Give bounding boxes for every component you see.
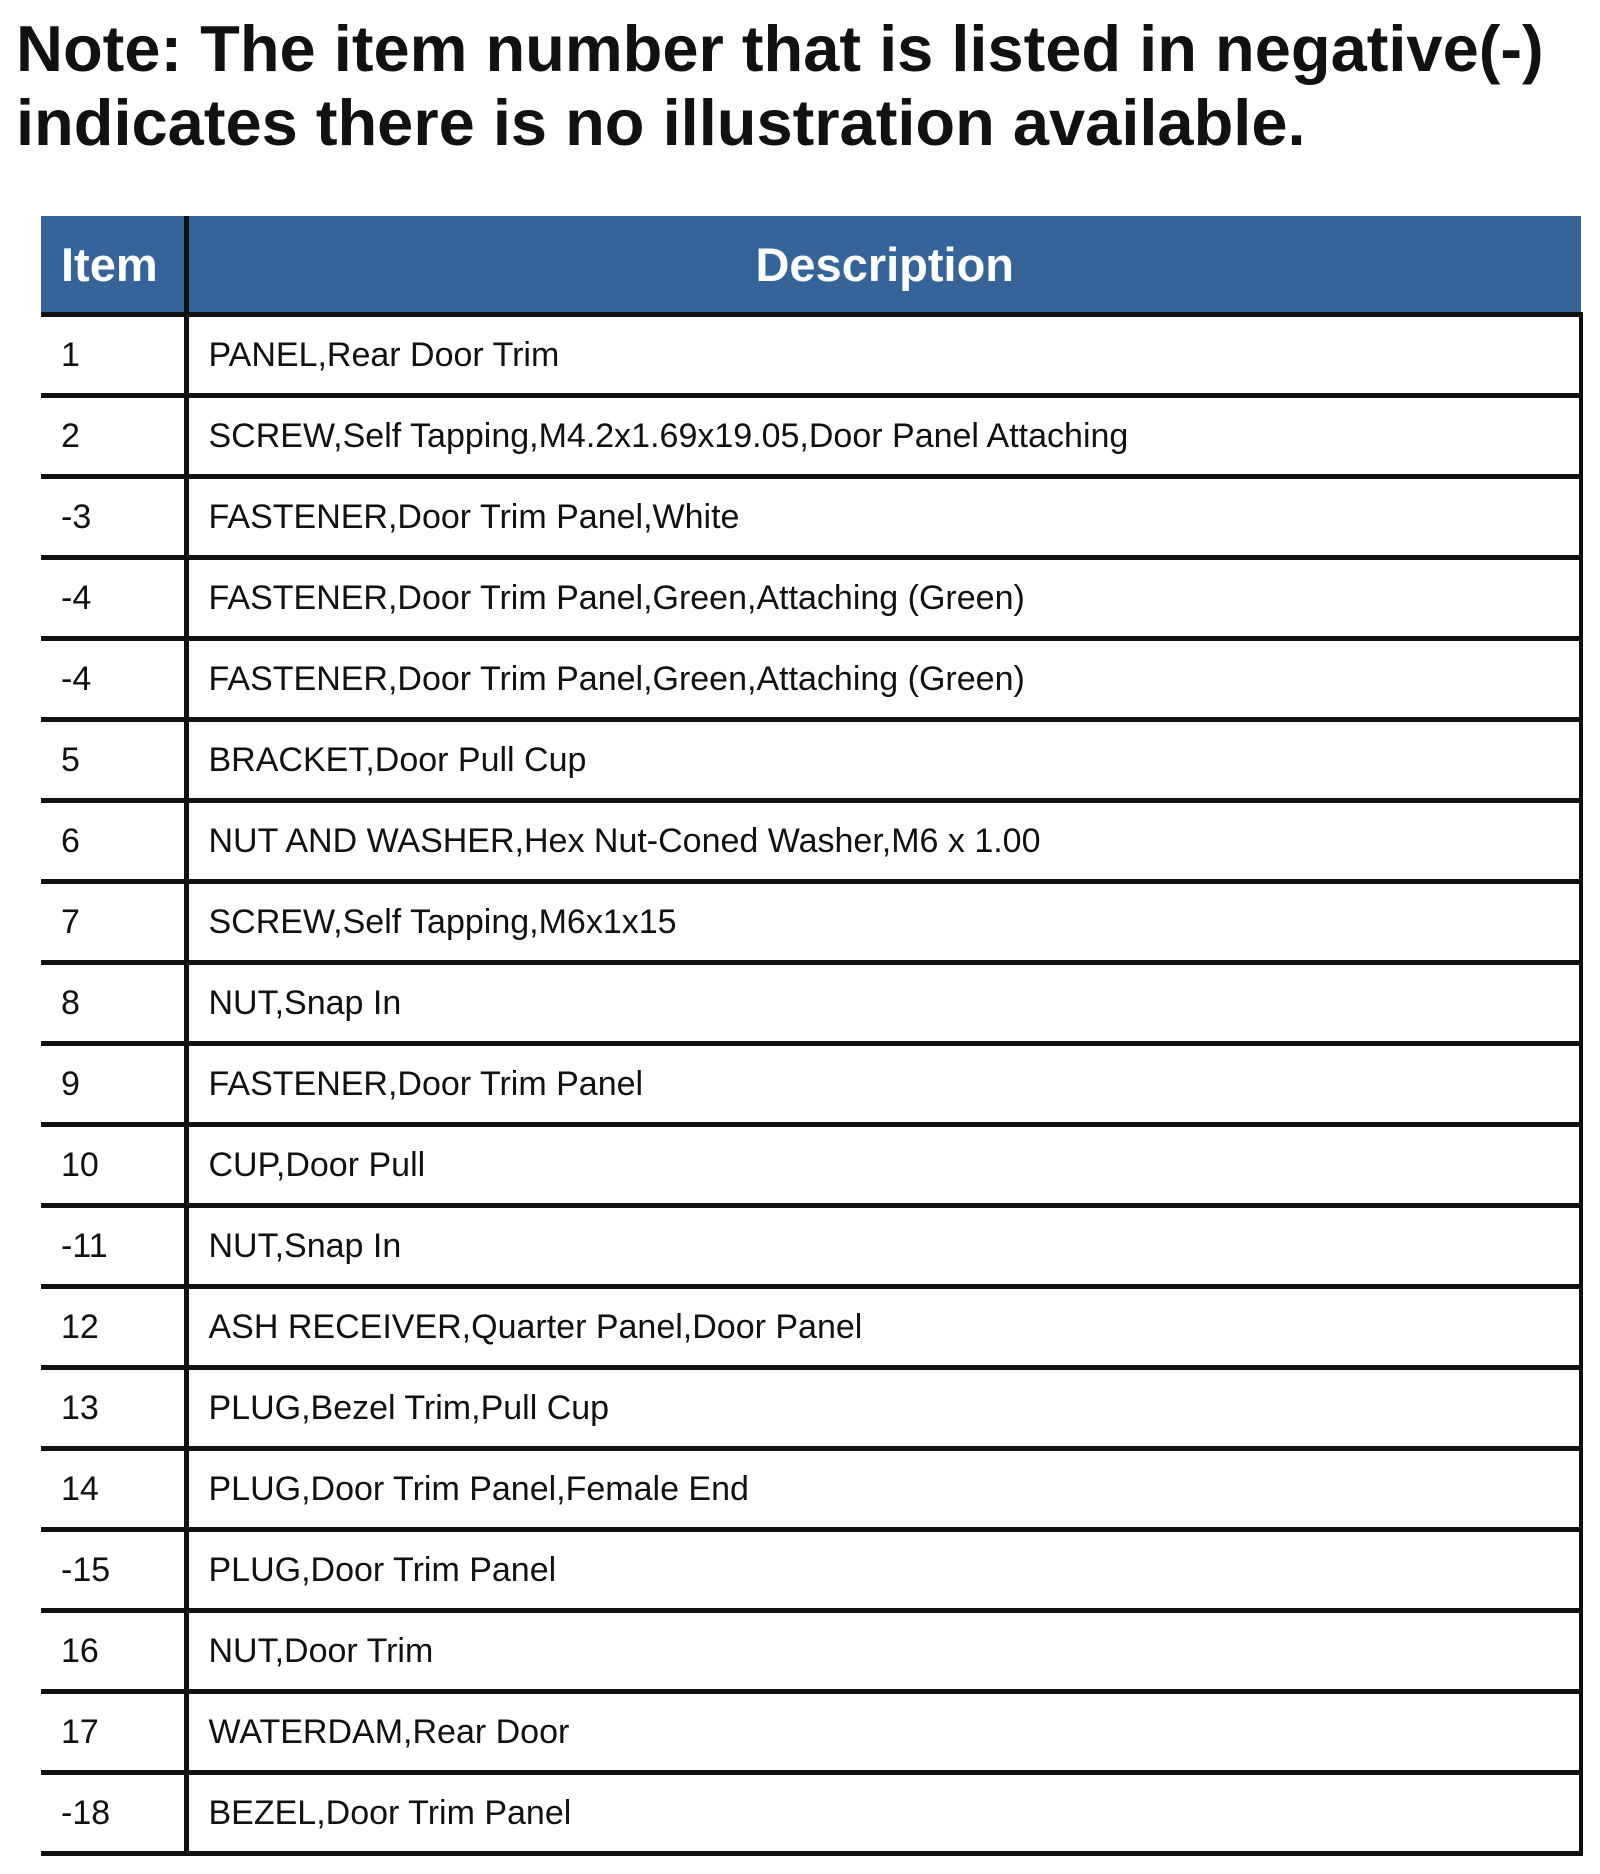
header-row bbox=[41, 216, 1581, 315]
table-row bbox=[41, 1530, 1581, 1611]
item-description: BEZEL,Door Trim Panel bbox=[186, 1773, 1581, 1854]
item-description: SCREW,Self Tapping,M4.2x1.69x19.05,Door Panel Attaching bbox=[186, 396, 1581, 477]
item-number: -4 bbox=[41, 639, 186, 720]
table-row bbox=[41, 1368, 1581, 1449]
item-number: 7 bbox=[41, 882, 186, 963]
table-row bbox=[41, 720, 1581, 801]
item-number: -3 bbox=[41, 477, 186, 558]
item-number: 16 bbox=[41, 1611, 186, 1692]
column-header-item: Item bbox=[41, 216, 186, 315]
table-row bbox=[41, 882, 1581, 963]
table-row bbox=[41, 1692, 1581, 1773]
item-description: WATERDAM,Rear Door bbox=[186, 1692, 1581, 1773]
table-row bbox=[41, 1125, 1581, 1206]
item-number: 2 bbox=[41, 396, 186, 477]
item-number: -18 bbox=[41, 1773, 186, 1854]
item-description: NUT,Snap In bbox=[186, 963, 1581, 1044]
item-description: FASTENER,Door Trim Panel,Green,Attaching (Green) bbox=[186, 558, 1581, 639]
table-row bbox=[41, 963, 1581, 1044]
table-row bbox=[41, 315, 1581, 396]
item-description: PLUG,Door Trim Panel,Female End bbox=[186, 1449, 1581, 1530]
table-row bbox=[41, 396, 1581, 477]
item-number: 12 bbox=[41, 1287, 186, 1368]
item-description: NUT,Snap In bbox=[186, 1206, 1581, 1287]
item-number: -15 bbox=[41, 1530, 186, 1611]
table-row bbox=[41, 1044, 1581, 1125]
item-description: FASTENER,Door Trim Panel,White bbox=[186, 477, 1581, 558]
item-description: CUP,Door Pull bbox=[186, 1125, 1581, 1206]
item-number: 14 bbox=[41, 1449, 186, 1530]
table-row bbox=[41, 1611, 1581, 1692]
table-row bbox=[41, 1449, 1581, 1530]
note-line-1: Note: The item number that is listed in negative(-) bbox=[16, 12, 1544, 85]
item-number: 6 bbox=[41, 801, 186, 882]
item-number: 5 bbox=[41, 720, 186, 801]
parts-table bbox=[41, 216, 1583, 1856]
note-heading bbox=[16, 12, 1586, 160]
item-description: FASTENER,Door Trim Panel bbox=[186, 1044, 1581, 1125]
table-row bbox=[41, 639, 1581, 720]
table-row bbox=[41, 1206, 1581, 1287]
item-description: PLUG,Door Trim Panel bbox=[186, 1530, 1581, 1611]
item-description: PANEL,Rear Door Trim bbox=[186, 315, 1581, 396]
column-header-description: Description bbox=[186, 216, 1581, 315]
item-description: PLUG,Bezel Trim,Pull Cup bbox=[186, 1368, 1581, 1449]
item-number: 1 bbox=[41, 315, 186, 396]
table-header bbox=[41, 216, 1581, 315]
table-row bbox=[41, 801, 1581, 882]
table-body bbox=[41, 315, 1581, 1854]
item-number: -4 bbox=[41, 558, 186, 639]
table-row bbox=[41, 1287, 1581, 1368]
item-number: 13 bbox=[41, 1368, 186, 1449]
table-row bbox=[41, 477, 1581, 558]
item-number: 8 bbox=[41, 963, 186, 1044]
table-row bbox=[41, 1773, 1581, 1854]
note-line-2: indicates there is no illustration available. bbox=[16, 86, 1306, 159]
item-description: SCREW,Self Tapping,M6x1x15 bbox=[186, 882, 1581, 963]
item-description: NUT,Door Trim bbox=[186, 1611, 1581, 1692]
item-description: FASTENER,Door Trim Panel,Green,Attaching (Green) bbox=[186, 639, 1581, 720]
item-number: 9 bbox=[41, 1044, 186, 1125]
item-description: ASH RECEIVER,Quarter Panel,Door Panel bbox=[186, 1287, 1581, 1368]
item-description: NUT AND WASHER,Hex Nut-Coned Washer,M6 x 1.00 bbox=[186, 801, 1581, 882]
item-number: 17 bbox=[41, 1692, 186, 1773]
table-row bbox=[41, 558, 1581, 639]
item-number: 10 bbox=[41, 1125, 186, 1206]
item-description: BRACKET,Door Pull Cup bbox=[186, 720, 1581, 801]
item-number: -11 bbox=[41, 1206, 186, 1287]
